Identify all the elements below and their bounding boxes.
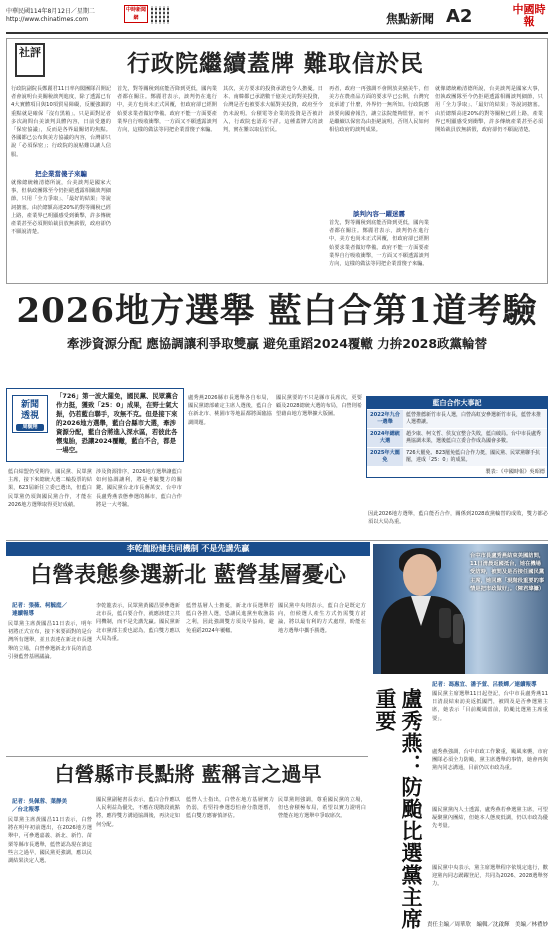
section3-column-1: 民眾黨主席黃國昌11日表示，白營將在明年初前選出，在2026地方選舉中，可參選嘉義、新北、新竹、苗栗等縣市長選舉，藍營認為現在談這些言之過早，國民黨更強調，應以民調結果決定人選。 — [8, 817, 92, 865]
section4-column-2: 盧秀燕強調，台中市政工作繁重，颱風來襲，市府團隊必須全力防颱，黨主席選舉的事情，她會再與黨內同志溝通，目前仍以市政為重。 — [432, 749, 548, 772]
editorial-column-3: 首先，對等關稅到底能否降到更低，國內業者都在關注。鄭麗君表示，談判仍在進行中，美方也尚未正式回覆，但政府卻已經開始要求業者做好準備。政府不能一方面要產業界自行吸收衝擊，一方面又不願透露談判方向，這樣的做法等同把企業當傻子來騙。 — [117, 86, 217, 134]
event-timeline-table — [366, 396, 548, 478]
section2-column-3: 藍營基層人士擔憂，新北市長選舉若藍白各推人選，恐讓民進黨坐收漁翁之利，因此強調雙方須及早協商，避免重蹈2024年覆轍。 — [186, 603, 274, 634]
event-year: 2022年九合一選舉 — [367, 410, 403, 428]
divider — [6, 756, 368, 757]
perspective-icon-bottom: 透視 — [20, 411, 39, 421]
event-row — [367, 428, 547, 447]
editorial-column-1: 行政院副院長鄭麗君11日率內閣團隊召開記者會說明台美關稅談判進度，除了透露已有4大實體項目與10項貿易障礙，反覆強調的重點就是確保「沒有黑箱」。只是面對記者多次詢問台美談判具體內容，日前受邀的「保密協議」，反而是各界最關切的焦點。各國都已公布與美方協議的內容，台灣卻只說「必須保密」；行政院的說帖難以讓人信服。 — [11, 86, 111, 158]
section-banner: 李乾龍盼建共同機制 不是先講先贏 — [6, 542, 370, 556]
section4-byline: 記者：馮惠宜、潘予萱、呂筱蟬／連續報導 — [432, 682, 537, 688]
section4-vertical-headline: 盧秀燕：防颱比選黨主席重要 — [373, 688, 423, 930]
editorial-column-5b: 首先，對等關稅到底能否降到更低，國內業者都在關注。鄭麗君表示，談判仍在進行中，美方也尚未正式回覆，但政府卻已經開始要求業者做好準備。政府不能一方面要產業界自行吸收衝擊，一方面又不願透露談判方向，這樣的做法等同把企業當傻子來騙。 — [329, 220, 429, 268]
perspective-lead: 「726」第一波大罷免，國民黨、民眾黨合作力挺，獲致「25：0」成果，在野士氣大振，仍若藍白聯手，攻無不克。但是接下來的2026地方選舉，藍白合縣市大選，牽涉資源分配，藍白合將進入深水區，若彼此各懷鬼胎，恐讓2024覆轍，藍白不合，都是一場空。 — [56, 392, 178, 454]
qr-code-icon[interactable] — [151, 6, 169, 24]
section3-column-3: 藍營人士指出，白營在地方基層實力仍弱，若堅持參選恐怕會分散選票，藍白雙方應審慎評估。 — [186, 797, 274, 820]
microphone-icon — [439, 608, 451, 638]
website-url[interactable]: http://www.chinatimes.com — [6, 16, 89, 23]
editorial-title: 行政院繼續蓋牌 難取信於民 — [127, 51, 425, 77]
news-perspective-icon — [12, 395, 48, 433]
brand-logo: 中國時報 — [512, 3, 546, 28]
small-logo: 中時新聞網 — [125, 7, 146, 21]
microphone-icon — [453, 614, 463, 644]
editorial-subhead-2: 談判內容一躍迷霧 — [353, 210, 405, 218]
body-column-3: 盧秀燕2026縣市長選舉各自布局，國民黨總部確定主席人選後，藍白合在新北市、桃園市等地區都將面臨協調問題。 — [188, 395, 272, 426]
section3-column-4: 民眾黨則強調，尊重國民黨的立場，但也會積極布局，希望以實力證明白營能在地方選舉中爭取席次。 — [278, 797, 366, 820]
page-number: A2 — [446, 6, 473, 27]
editorial-column-2: 就像總統賴清德所說，台美談判是國家大事，但執政團隊至今仍拒絕透露相關談判細節，只用「全力爭取」、「最好的結果」等說詞搪塞。由於總額高達20%的對等關稅已經上路，產業界已明顯感受到衝擊，許多傳統產業甚至必須開始裁員放無薪假，政府卻仍不願說清楚。 — [11, 180, 111, 236]
section2-column-2: 李乾龍表示，民眾黨黃國昌要參選新北市長，藍白要合作，就應該建立共同機制，而不是先講先贏。國民黨新北市黨部主委也認為，藍白雙方應以大局為重。 — [96, 603, 180, 642]
editorial-stamp: 社評 — [15, 43, 45, 77]
body-column-2: 涉及資源排序，2026地方選舉讓藍白如何協調讓利，將是考驗雙方的關鍵。國民黨台北市長蔣萬安、台中市長盧秀燕表態參選的縣市，藍白合作將是一大考驗。 — [96, 469, 182, 508]
main-subheadline: 牽涉資源分配 應協調讓利爭取雙贏 避免重蹈2024覆轍 力拚2028政黨輪替 — [66, 336, 488, 351]
perspective-author: 周毓翔 — [16, 424, 44, 431]
body-column-4: 國民黨要的不只是縣市長席次，更要顧及2028總統大選的布局，白營則希望藉由地方選舉擴大版圖。 — [276, 395, 362, 418]
event-description: 趙少康、柯文哲、侯友宜整合失敗，藍白破局。台中市長盧秀燕協調未果，選後藍白立委合作成為國會多數。 — [403, 429, 547, 447]
section-name: 焦點新聞 — [386, 12, 435, 26]
section4-column-4: 國民黨中央表示，黨主席選舉程序依規定進行，歡迎黨內同志踴躍登記，共同為2026、2028選舉努力。 — [432, 865, 548, 888]
event-row — [367, 447, 547, 466]
event-year: 2025年大罷免 — [367, 448, 403, 466]
section4-column-3: 國民黨黨內人士透露，盧秀燕若參選黨主席，可望凝聚黨內團結，但她本人態度低調，仍以市政為優先考量。 — [432, 807, 548, 830]
section2-column-4: 國民黨中央則表示，藍白合是既定方向，但候選人產生方式仍需雙方討論，將以最有利的方式處理，盼能在地方選舉中攜手勝選。 — [278, 603, 366, 634]
section3-headline: 白營縣市長點將 藍稱言之過早 — [54, 762, 322, 786]
page-credits: 責任主編／周華欣 編輯／沈啟輝 美編／林禮妙 — [426, 922, 548, 928]
body-column-5: 因此2026地方選舉，藍白能否合作，關係到2028政黨輪替的成敗，雙方都必須以大局為重。 — [368, 511, 548, 526]
editorial-column-5: 再者，政府一再強調不會開放美豬美牛，但美方在農產品方面的要求早已公開，台灣究竟承諾了什麼，外界仍一無所知。行政院應該要向國會報告，讓立法院能夠監督，而不是繼續以保密為由拒絕說明，否則人民如何相信政府的談判成果。 — [329, 86, 429, 134]
event-table-source: 製表：《中國時報》吳昭德 — [485, 469, 545, 475]
event-description: 726大罷免、823罷免藍白合作力挺，國民黨、民眾黨聯手抗罷，達成「25：0」的成果。 — [403, 448, 547, 466]
editorial-column-4: 其次，美方要求的投資承諾也令人擔憂。日本、南韓都已承諾數千億美元的對美投資，台灣是否也被要求大幅對美投資，政府至今仍未說明。台積電等企業的投資是否被計入，行政院也語焉不詳。這種蓋牌式的談判，實在難以取信於民。 — [223, 86, 323, 134]
event-year: 2024年總統大選 — [367, 429, 403, 447]
divider — [6, 540, 548, 541]
event-table-caption: 藍白合作大事記 — [367, 397, 547, 409]
editorial-subhead-1: 把企業當傻子來騙 — [35, 170, 87, 178]
event-description: 藍營推薦新竹市長人選，白營高虹安參選新竹市長，藍營未推人選禮讓。 — [403, 410, 547, 428]
section2-byline: 記者：張薇、柯毓庭／連續報導 — [12, 603, 68, 617]
editorial-column-6: 就像總統賴清德所說，台美談判是國家大事，但執政團隊至今仍拒絕透露相關談判細節，只用「全力爭取」、「最好的結果」等說詞搪塞。由於總額高達20%的對等關稅已經上路，產業界已明顯感受到衝擊，許多傳統產業甚至必須開始裁員放無薪假，政府卻仍不願說清楚。 — [435, 86, 543, 134]
photo-caption: 台中市長盧秀燕結束美國訪問，11日清晨返國抵台，她在機場受訪時，被問及是否接任國民黨主席，她回應「現階段重要的事情是把市政做好」。（陳君瑋攝） — [470, 553, 545, 592]
body-column-1: 藍白結盟仍受期待。國民黨、民眾黨主席，接下來總統大選二輪投票的結果，623屆新任立委已選出，但藍白民眾黨仍須與國民黨合作，才能在2026地方選舉取得更好成績。 — [8, 469, 92, 508]
section4-column-1: 國民黨主席選舉11日起登記，台中市長盧秀燕11日清晨結束訪美返抵國門，被問及是否參選黨主席，她表示「目前颱風當前，防颱比選黨主席重要」。 — [432, 691, 548, 722]
event-row — [367, 409, 547, 428]
section3-column-2: 國民黨副秘書長表示，藍白合作應以人民利益為優先，不應在現階段就點將，應待雙方溝通協調後，再決定如何分配。 — [96, 797, 180, 828]
editorial-box — [6, 38, 548, 284]
section3-byline: 記者：吳佩蓉、葉靜美／台北報導 — [12, 799, 68, 813]
perspective-icon-top: 新聞 — [20, 400, 39, 410]
page-header — [6, 4, 548, 34]
main-headline: 2026地方選舉 藍白合第1道考驗 — [16, 291, 538, 331]
issue-date: 中華民國114年8月12日／星期二 — [6, 8, 95, 15]
section2-column-1: 民眾黨主席黃國昌11日表示，明年初將正式宣布，接下來要面對的是台灣所有選舉，並且表達在新北市長選舉的立場，白營參選新北市長的消息引發藍營基層議論。 — [8, 621, 92, 660]
section2-headline: 白營表態參選新北 藍營基層憂心 — [30, 563, 346, 588]
